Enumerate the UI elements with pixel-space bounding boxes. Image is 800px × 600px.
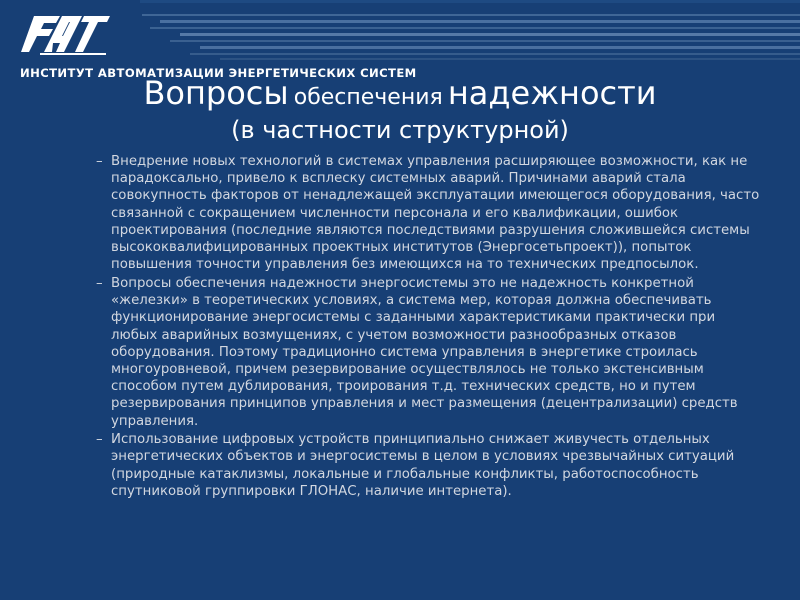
title-word-3: надежности <box>447 74 657 112</box>
bullet-item <box>96 431 761 500</box>
bullet-dash-icon: – <box>96 154 103 169</box>
slide-subtitle: (в частности структурной) <box>231 116 569 144</box>
bullet-item <box>96 153 761 273</box>
bullet-text: Вопросы обеспечения надежности энергосистемы это не надежность конкретной «железки» в теоретических условиях, а система мер, которая должна обеспечивать функционирование энергосистемы с заданными характеристиками практически при любых аварийных возмущениях, с учетом возможности разнообразных отказов оборудования. Поэтому традиционно система управления в энергетике строилась многоуровневой, причем резервирование осуществлялось не только экстенсивным способом путем дублирования, троирования т.д. технических средств, но и путем резервирования принципов управления и мест размещения (децентрализации) средств управления. <box>111 275 738 429</box>
bullet-text: Использование цифровых устройств принципиально снижает живучесть отдельных энергетических объектов и энергосистемы в целом в условиях чрезвычайных ситуаций (природные катаклизмы, локальные и глобальные конфликты, работоспособность спутниковой группировки ГЛОНАС, наличие интернета). <box>111 432 735 499</box>
iaes-logo <box>20 10 112 58</box>
bullet-dash-icon: – <box>96 432 103 448</box>
bullet-list <box>96 153 761 502</box>
organization-name: ИНСТИТУТ АВТОМАТИЗАЦИИ ЭНЕРГЕТИЧЕСКИХ СИСТЕМ <box>20 66 417 80</box>
bullet-text: Внедрение новых технологий в системах управления расширяющее возможности, как не парадоксально, привело к всплеску системных аварий. Причинами аварий стала совокупность факторов от ненадлежащей эксплуатации имеющегося оборудования, часто связанной с сокращением численности персонала и его квалификации, ошибок проектирования (последние являются последствиями разрушения сложившейся системы высококвалифицированных проектных институтов (Энергосетьпроект)), попыток повышения точности управления без имеющихся на то технических предпосылок. <box>111 154 760 273</box>
bullet-item <box>96 275 761 430</box>
bullet-dash-icon: – <box>96 275 103 291</box>
title-word-1: Вопросы <box>143 74 289 112</box>
slide-title <box>0 74 800 112</box>
title-word-2: обеспечения <box>293 85 443 110</box>
header-stripes <box>140 0 800 62</box>
